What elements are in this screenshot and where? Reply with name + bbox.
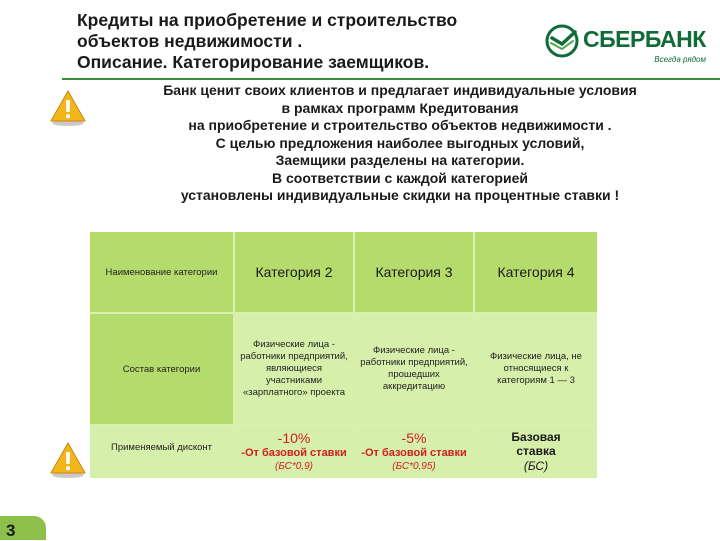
row-label-name: Наименование категории xyxy=(90,232,233,312)
title-line-3: Описание. Категорирование заемщиков. xyxy=(77,52,430,72)
intro-line: на приобретение и строительство объектов недвижимости . xyxy=(188,117,612,133)
category-2-discount xyxy=(235,426,353,478)
intro-line: установлены индивидуальные скидки на процентные ставки ! xyxy=(180,187,620,203)
warning-icon xyxy=(48,88,88,128)
discount-formula: (БС*0,9) xyxy=(275,461,313,472)
intro-line: В соответствии с каждой категорией xyxy=(272,169,528,186)
category-2-composition: Физические лица - работники предприятий, являющиеся участниками «зарплатного» проекта xyxy=(235,314,353,424)
sberbank-logo-icon xyxy=(545,24,579,58)
sberbank-logo xyxy=(545,22,710,70)
category-4-composition: Физические лица, не относящиеся к категориям 1 — 3 xyxy=(475,314,597,424)
category-4-header: Категория 4 xyxy=(475,232,597,312)
intro-line: С целью предложения наиболее выгодных условий, xyxy=(215,134,585,151)
intro-text xyxy=(120,82,680,205)
intro-line: в рамках программ Кредитования xyxy=(281,99,519,116)
row-label-discount: Применяемый дисконт xyxy=(90,426,233,478)
title-line-1: Кредиты на приобретение и строительство xyxy=(77,10,458,30)
intro-line: Заемщики разделены на категории. xyxy=(275,152,525,168)
title-line-2: объектов недвижимости . xyxy=(77,31,303,51)
discount-percent: -10% xyxy=(277,430,311,446)
page-number-badge xyxy=(0,516,46,540)
warning-icon xyxy=(48,440,88,480)
header-divider xyxy=(62,78,720,80)
category-3-header: Категория 3 xyxy=(355,232,473,312)
intro-line: Банк ценит своих клиентов и предлагает индивидуальные условия xyxy=(163,82,637,98)
base-rate-label: Базовая ставка xyxy=(511,430,561,458)
discount-basis: -От базовой ставки xyxy=(241,447,347,459)
row-label-composition: Состав категории xyxy=(90,314,233,424)
discount-basis: -От базовой ставки xyxy=(361,447,467,459)
logo-brand: СБЕРБАНК xyxy=(583,26,706,52)
slide-title xyxy=(77,10,547,73)
logo-tagline: Всегда рядом xyxy=(654,55,706,64)
discount-formula: (БС*0,95) xyxy=(392,461,436,472)
base-rate-abbr: (БС) xyxy=(523,459,549,473)
discount-percent: -5% xyxy=(401,430,427,446)
category-3-discount xyxy=(355,426,473,478)
category-2-header: Категория 2 xyxy=(235,232,353,312)
category-table xyxy=(90,232,597,478)
category-3-composition: Физические лица - работники предприятий, прошедших аккредитацию xyxy=(355,314,473,424)
page-number: 3 xyxy=(6,521,16,540)
category-4-discount xyxy=(475,426,597,478)
